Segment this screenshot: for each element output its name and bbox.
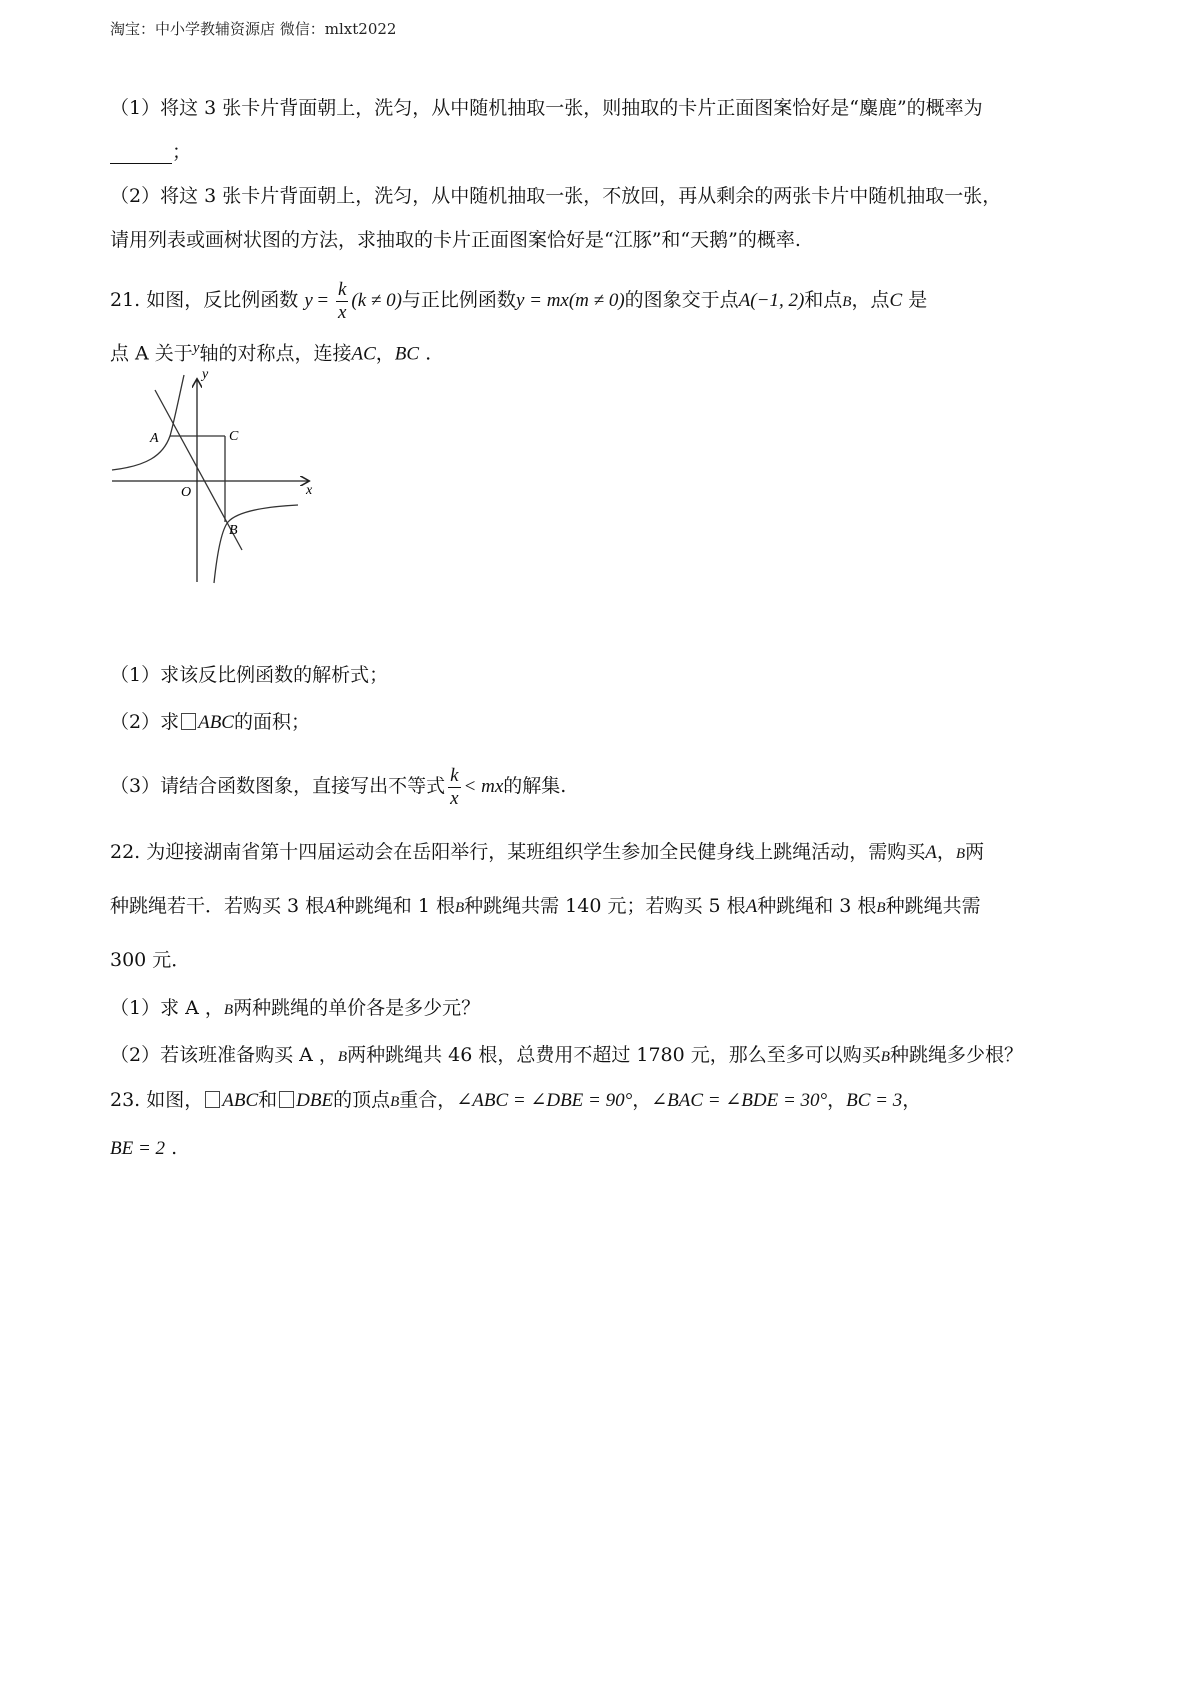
q21-l2a: 点 A 关于: [110, 342, 193, 365]
triangle-symbol-icon: [205, 1091, 220, 1108]
q21-yaxis: y: [192, 340, 200, 356]
q21-eq: =: [312, 290, 333, 311]
q22-l2a: 种跳绳若干．若购买 3 根: [110, 895, 325, 917]
q21-cond2: (m ≠ 0): [568, 290, 625, 311]
q23-ABC: ABC: [222, 1090, 259, 1111]
q22-line2: [110, 894, 981, 920]
q23-l1c: 重合，: [399, 1089, 457, 1111]
label-x: x: [306, 483, 313, 498]
q20-part1-line2: [110, 140, 191, 164]
q21-C: C: [889, 290, 903, 311]
q22-sub2-a: （2）若该班准备购买 A ，: [110, 1044, 338, 1066]
q23-end: .: [165, 1137, 178, 1159]
q21-text5: ，点: [851, 289, 890, 311]
q23-c1: ，: [632, 1089, 652, 1111]
q21-sub3-b: 的解集.: [503, 775, 567, 797]
q23-B: B: [390, 1094, 400, 1110]
q22-line3: 300 元．: [110, 949, 191, 971]
q21-BC: BC: [394, 343, 420, 365]
q22-sub2-b: 两种跳绳共 46 根，总费用不超过 1780 元，那么至多可以购买: [347, 1044, 881, 1066]
q23-line1: [110, 1088, 921, 1114]
q21-pointA: A(−1, 2): [738, 290, 805, 311]
q22-B: B: [955, 846, 966, 862]
q22-B2: B: [454, 900, 465, 916]
q23-l1b: 的顶点: [333, 1089, 391, 1111]
q22-line1: [110, 840, 984, 866]
q21-text4: 和点: [804, 289, 843, 311]
label-B: B: [229, 523, 238, 538]
q21-sub2: [110, 710, 310, 735]
q23-l1a: 23. 如图，: [110, 1089, 204, 1111]
q21-sub1: （1）求该反比例函数的解析式；: [110, 664, 389, 686]
frac2-num: k: [450, 764, 459, 786]
q22-B6: B: [880, 1049, 890, 1065]
label-y: y: [202, 367, 209, 382]
coordinate-graph: [108, 367, 348, 632]
q21-sub3-a: （3）请结合函数图象，直接写出不等式: [110, 775, 446, 797]
q22-l2d: 种跳绳和 3 根: [757, 895, 877, 917]
q22-sub1-b: 两种跳绳的单价各是多少元？: [233, 997, 481, 1019]
q21-sub2-b: 的面积；: [233, 711, 310, 733]
q21-sep: ，: [375, 342, 395, 365]
q22-l1b: 两: [965, 841, 985, 863]
q21-cond1: (k ≠ 0): [351, 290, 402, 311]
q21-lt: < mx: [463, 776, 504, 797]
page-header: 淘宝：中小学教辅资源店 微信：mlxt2022: [110, 20, 397, 38]
q21-sub2-a: （2）求: [110, 711, 180, 733]
q22-B4: B: [223, 1002, 234, 1018]
q22-l2e: 种跳绳共需: [885, 895, 981, 917]
q21-sub3: [110, 762, 566, 811]
q22-sub1-a: （1）求 A ，: [110, 997, 224, 1019]
frac-num: k: [337, 278, 347, 300]
q22-sub2-c: 种跳绳多少根？: [889, 1044, 1023, 1066]
q22-B3: B: [876, 900, 886, 916]
q22-sub2: [110, 1043, 1023, 1069]
q22-A3: A: [745, 896, 758, 917]
q23-be: BE = 2: [110, 1138, 166, 1159]
label-O: O: [181, 485, 192, 500]
q21-func2: y = mx: [515, 290, 569, 311]
q21-l2b: 轴的对称点，连接: [199, 342, 352, 365]
q21-y: y: [304, 290, 313, 311]
q22-l2b: 种跳绳和 1 根: [335, 895, 455, 917]
q23-angle1: ∠ABC = ∠DBE = 90°: [456, 1090, 633, 1111]
q21-text2: 与正比例函数: [401, 289, 516, 311]
q20-part1-line1: [110, 96, 983, 120]
q20-part1-end: ；: [172, 141, 192, 163]
triangle-symbol-icon: [181, 713, 196, 730]
q22-A: A: [925, 842, 937, 863]
q21-intro: 21. 如图，反比例函数: [110, 289, 299, 311]
q20-part2-line1: （2）将这 3 张卡片背面朝上，洗匀，从中随机抽取一张，不放回，再从剩余的两张卡片中随机抽取一张，: [110, 185, 1002, 207]
q23-c3: ，: [902, 1089, 922, 1111]
hyperbola-branch-right: [214, 505, 298, 583]
q21-B: B: [842, 294, 852, 310]
q20-part1-text: （1）将这 3 张卡片背面朝上，洗匀，从中随机抽取一张，则抽取的卡片正面图案恰好是“麋鹿”的概率为: [110, 97, 983, 119]
q21-figure: [108, 367, 348, 632]
q22-B5: B: [337, 1049, 348, 1065]
q21-AC: AC: [351, 343, 376, 365]
label-C: C: [229, 429, 239, 444]
q22-l1a: 22. 为迎接湖南省第十四届运动会在岳阳举行，某班组织学生参加全民健身线上跳绳活动，需购买: [110, 841, 926, 863]
frac-den: x: [337, 301, 347, 323]
q22-sub1: [110, 996, 480, 1022]
q22-A2: A: [324, 896, 336, 917]
q21-stem-line1: [110, 276, 927, 326]
q23-line2: [110, 1136, 177, 1161]
q23-DBE: DBE: [296, 1090, 334, 1111]
q21-stem-line2: [110, 336, 431, 366]
answer-blank: [110, 145, 172, 164]
q22-comma: ，: [936, 841, 956, 863]
frac2-den: x: [450, 787, 459, 809]
q23-bc: BC = 3: [846, 1090, 903, 1111]
q23-c2: ，: [827, 1089, 847, 1111]
q20-part2-line2: 请用列表或画树状图的方法，求抽取的卡片正面图案恰好是“江豚”和“天鹅”的概率.: [110, 229, 801, 251]
q23-and: 和: [258, 1089, 278, 1111]
fraction-k-over-x: [336, 279, 348, 324]
q21-text3: 的图象交于点: [624, 289, 739, 311]
q23-angle2: ∠BAC = ∠BDE = 30°: [651, 1090, 828, 1111]
fraction-k-over-x-2: [448, 765, 460, 810]
triangle-symbol-icon: [279, 1091, 294, 1108]
q22-l2c: 种跳绳共需 140 元；若购买 5 根: [464, 895, 746, 917]
label-A: A: [150, 431, 159, 446]
q21-l2c: .: [419, 342, 432, 365]
q21-ABC: ABC: [198, 712, 234, 733]
q21-text6: 是: [902, 289, 928, 311]
